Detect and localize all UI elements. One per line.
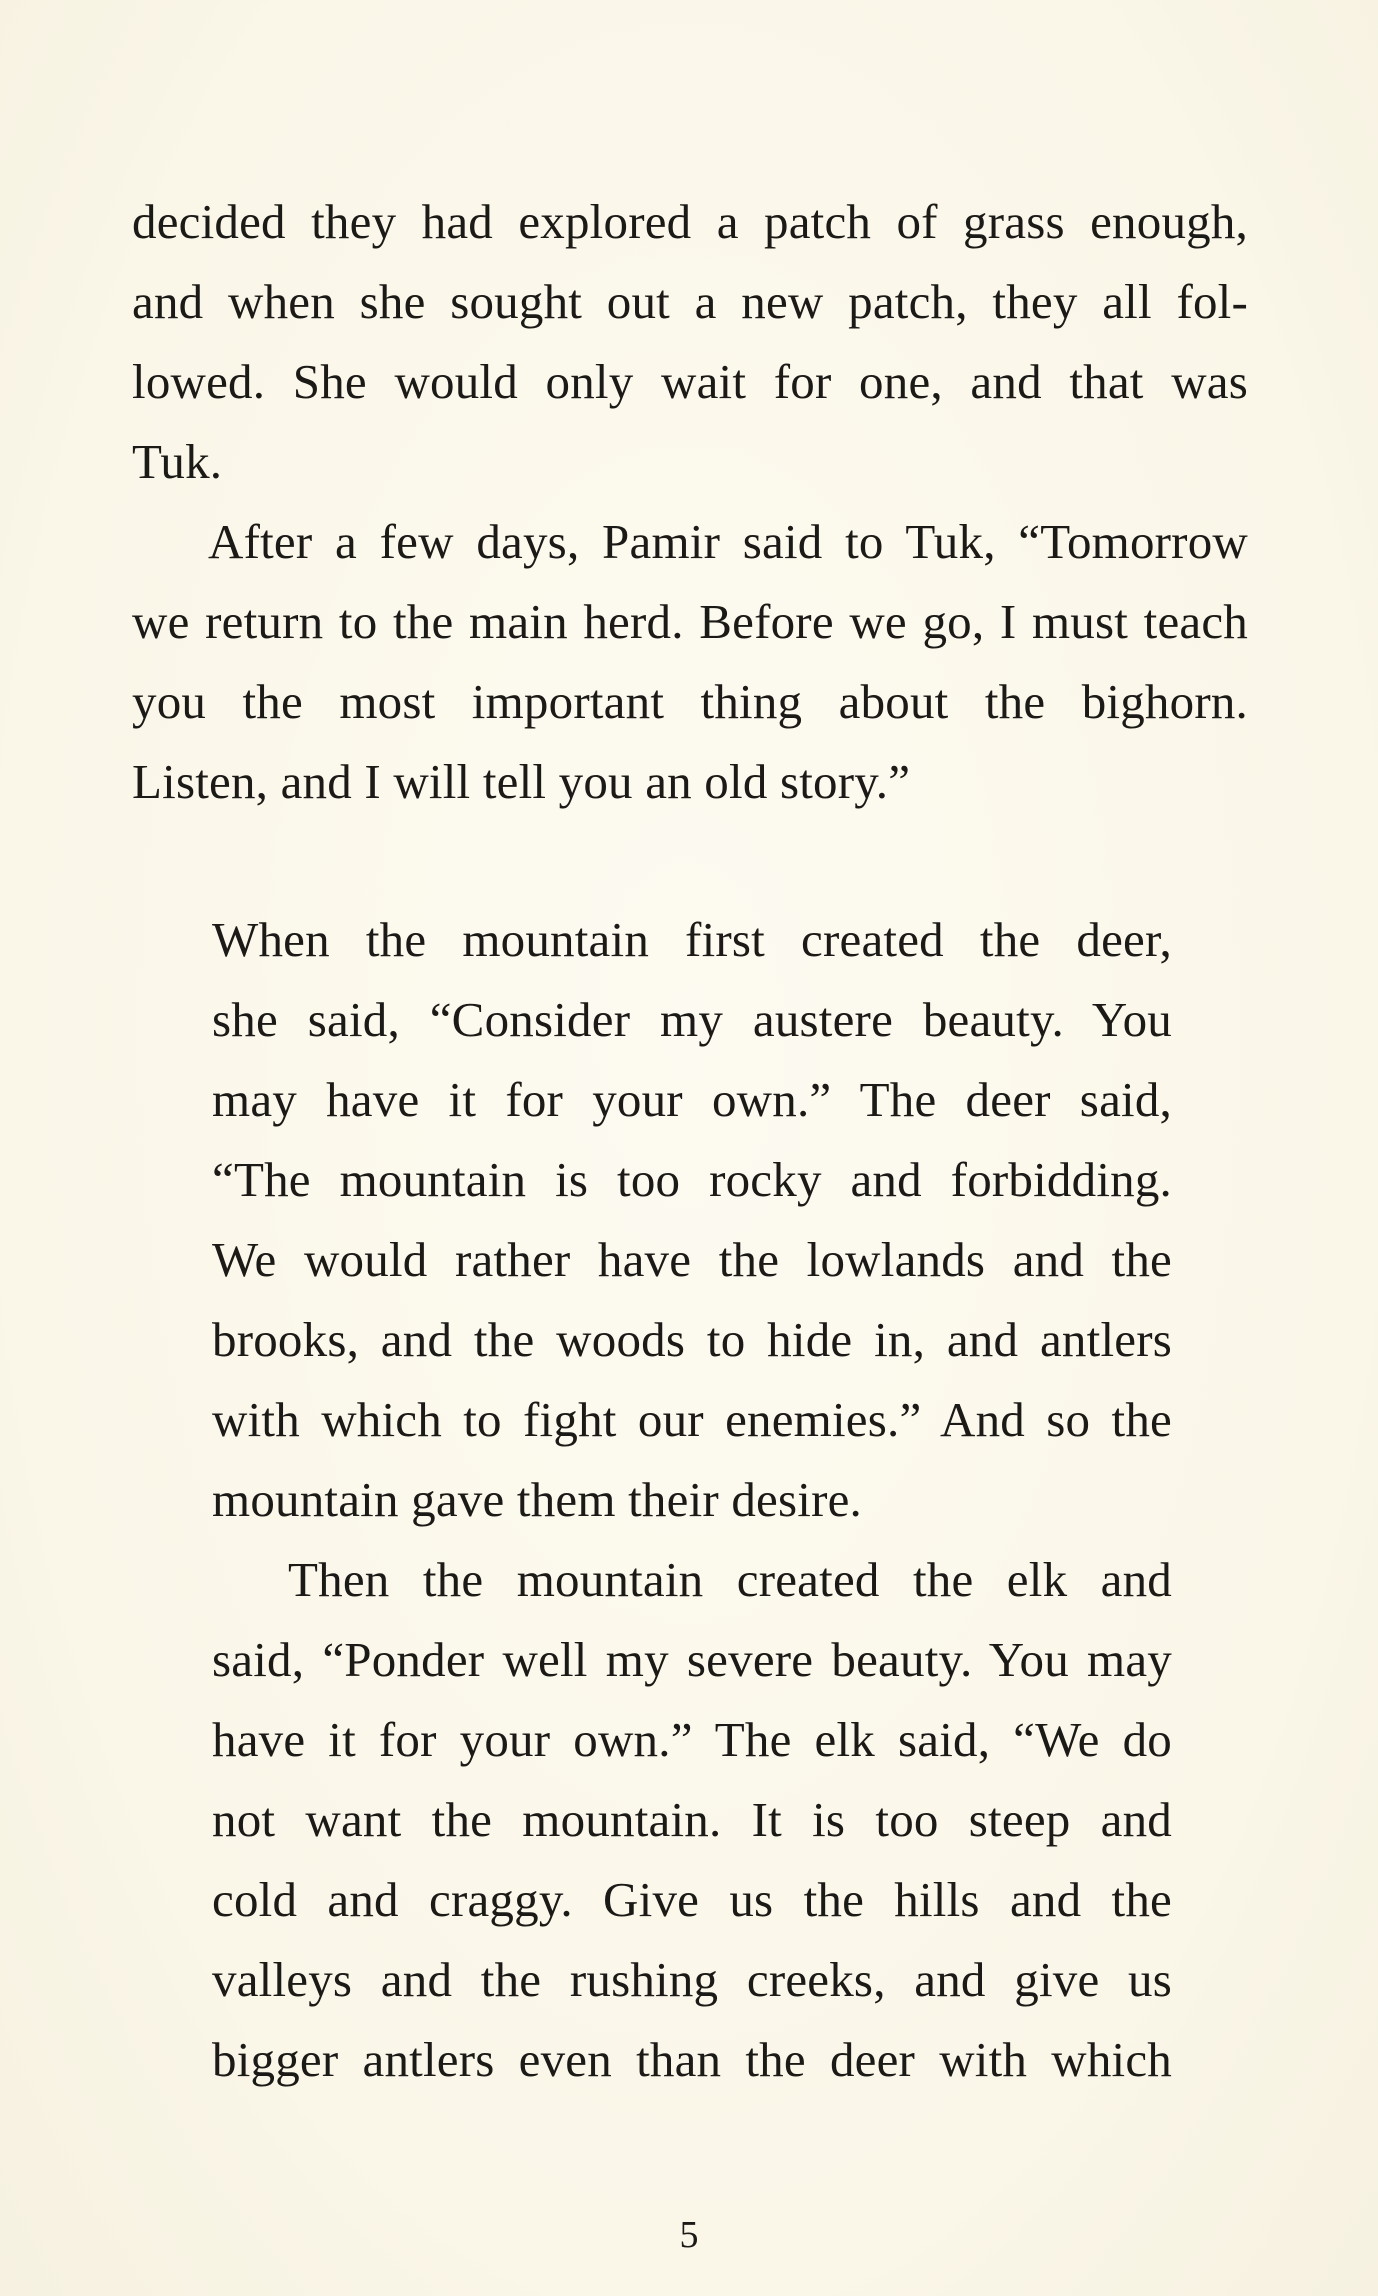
- body-line: Listen, and I will tell you an old story.”: [132, 754, 911, 809]
- story-line: mountain gave them their desire.: [212, 1472, 863, 1527]
- story-line: “The mountain is too rocky and forbidding.: [212, 1152, 1172, 1207]
- story-line: she said, “Consider my austere beauty. You: [212, 992, 1172, 1047]
- body-line: After a few days, Pamir said to Tuk, “Tomorrow: [208, 514, 1248, 569]
- story-line: not want the mountain. It is too steep and: [212, 1792, 1172, 1847]
- body-line: Tuk.: [132, 434, 223, 489]
- story-line: cold and craggy. Give us the hills and the: [212, 1872, 1172, 1927]
- story-line: We would rather have the lowlands and the: [212, 1232, 1172, 1287]
- body-line: lowed. She would only wait for one, and that was: [132, 354, 1248, 409]
- body-line: and when she sought out a new patch, they all fol-: [132, 274, 1248, 329]
- story-line: said, “Ponder well my severe beauty. You may: [212, 1632, 1172, 1687]
- body-line: decided they had explored a patch of grass enough,: [132, 194, 1248, 249]
- story-line: Then the mountain created the elk and: [288, 1552, 1172, 1607]
- story-line: When the mountain first created the deer,: [212, 912, 1172, 967]
- story-line: brooks, and the woods to hide in, and antlers: [212, 1312, 1172, 1367]
- story-line: valleys and the rushing creeks, and give us: [212, 1952, 1172, 2007]
- story-line: have it for your own.” The elk said, “We do: [212, 1712, 1172, 1767]
- story-line: may have it for your own.” The deer said,: [212, 1072, 1172, 1127]
- body-line: you the most important thing about the bighorn.: [132, 674, 1248, 729]
- body-line: we return to the main herd. Before we go, I must teach: [132, 594, 1248, 649]
- story-line: bigger antlers even than the deer with which: [212, 2032, 1172, 2087]
- story-line: with which to fight our enemies.” And so the: [212, 1392, 1172, 1447]
- page-number: 5: [679, 2214, 699, 2256]
